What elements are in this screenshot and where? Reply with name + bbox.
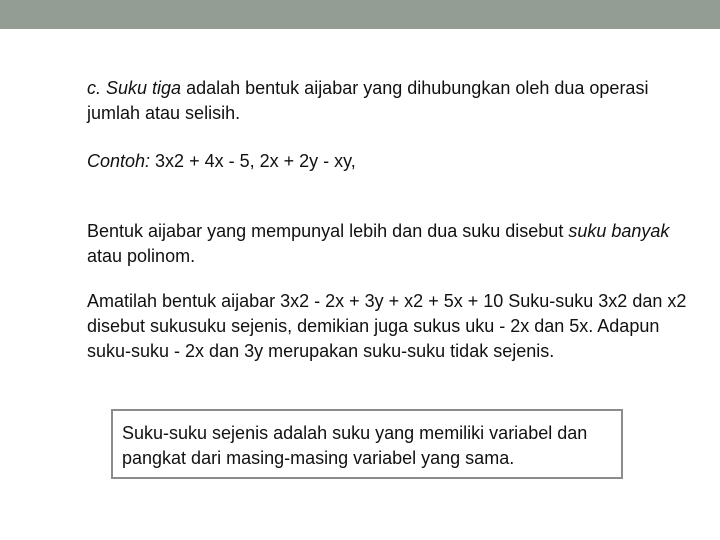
term-suku-tiga: Suku tiga bbox=[106, 78, 182, 98]
top-accent-bar bbox=[0, 0, 720, 29]
item-label: c. bbox=[87, 78, 107, 98]
contoh-text: 3x2 + 4x - 5, 2x + 2y - xy, bbox=[150, 151, 356, 171]
definition-box bbox=[111, 409, 623, 479]
paragraph-text: adalah bentuk aijabar yang dihubungkan oleh dua operasi jumlah atau selisih. bbox=[87, 78, 649, 123]
paragraph-suku-tiga bbox=[87, 76, 687, 126]
definition-text: Suku-suku sejenis adalah suku yang memiliki variabel dan pangkat dari masing-masing variabel yang sama. bbox=[122, 423, 588, 468]
contoh-label: Contoh: bbox=[87, 151, 151, 171]
paragraph-text: Amatilah bentuk aijabar 3x2 - 2x + 3y + x2 + 5x + 10 Suku-suku 3x2 dan x2 disebut sukusuku sejenis, demikian juga sukus uku - 2x dan 5x. Adapun suku-suku - 2x dan 3y merupakan suku-suku tidak sejenis. bbox=[87, 291, 687, 361]
slide-content bbox=[87, 76, 687, 364]
paragraph-suku-banyak bbox=[87, 219, 687, 269]
paragraph-text-after: atau polinom. bbox=[87, 246, 196, 266]
paragraph-text-before: Bentuk aijabar yang mempunyal lebih dan dua suku disebut bbox=[87, 221, 569, 241]
term-suku-banyak: suku banyak bbox=[568, 221, 670, 241]
paragraph-amatilah bbox=[87, 289, 687, 364]
paragraph-contoh bbox=[87, 149, 687, 174]
